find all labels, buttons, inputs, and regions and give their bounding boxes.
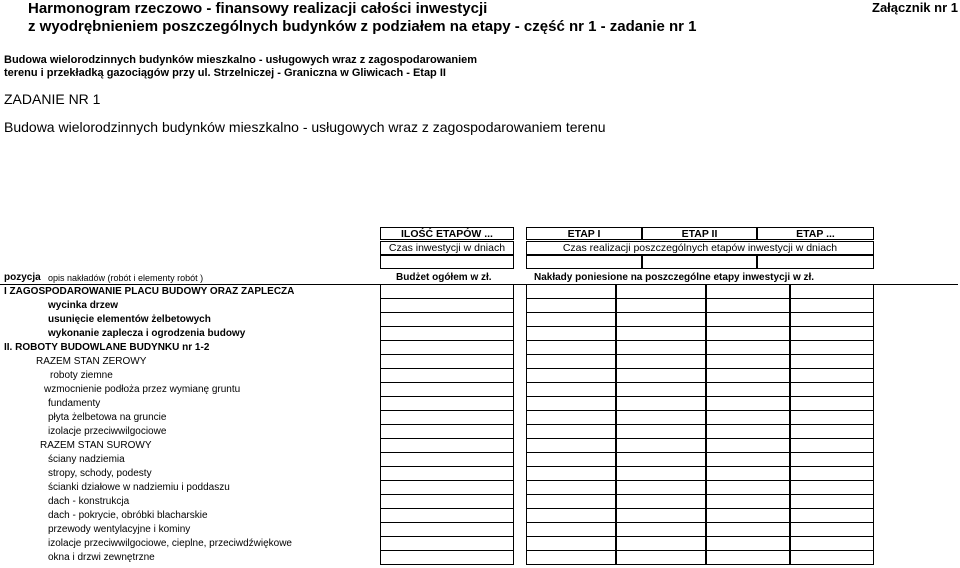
stage-expense-cell[interactable] — [706, 453, 790, 467]
row-label: ścianki działowe w nadziemiu i poddaszu — [48, 482, 230, 493]
stage-expense-cell[interactable] — [616, 411, 706, 425]
row-label: wykonanie zaplecza i ogrodzenia budowy — [48, 328, 246, 339]
stage-expense-cell[interactable] — [526, 523, 616, 537]
row-label: płyta żelbetowa na gruncie — [48, 412, 167, 423]
budget-cell[interactable] — [380, 551, 514, 565]
stage-expense-cell[interactable] — [526, 495, 616, 509]
stage-expense-cell[interactable] — [616, 299, 706, 313]
budget-cell[interactable] — [380, 425, 514, 439]
stage-expense-cell[interactable] — [526, 411, 616, 425]
stage-expense-cell[interactable] — [706, 509, 790, 523]
stage-expense-cell[interactable] — [706, 481, 790, 495]
row-label: fundamenty — [48, 398, 101, 409]
stage-expense-cell[interactable] — [526, 425, 616, 439]
row-label: izolacje przeciwwilgociowe — [48, 426, 167, 437]
duration-total-value — [380, 255, 514, 269]
budget-cell[interactable] — [380, 439, 514, 453]
stage-expense-cell[interactable] — [706, 439, 790, 453]
stage-header-row — [380, 227, 874, 241]
project-subtitle: Budowa wielorodzinnych budynków mieszkalno - usługowych wraz z zagospodarowaniem — [4, 54, 478, 66]
budget-cell[interactable] — [380, 383, 514, 397]
table-row — [0, 453, 960, 467]
table-row — [0, 369, 960, 383]
stage-expense-cell[interactable] — [616, 341, 706, 355]
stage-expense-cell[interactable] — [706, 411, 790, 425]
row-label: II. ROBOTY BUDOWLANE BUDYNKU nr 1-2 — [4, 342, 210, 353]
stage-expense-cell[interactable] — [706, 313, 790, 327]
stage-expense-cell[interactable] — [790, 425, 874, 439]
stage-expense-cell[interactable] — [526, 551, 616, 565]
budget-cell[interactable] — [380, 537, 514, 551]
budget-cell[interactable] — [380, 411, 514, 425]
row-label: przewody wentylacyjne i kominy — [48, 524, 191, 535]
stage-expense-cell[interactable] — [616, 509, 706, 523]
stage-expense-cell[interactable] — [706, 299, 790, 313]
stage-expense-cell[interactable] — [616, 467, 706, 481]
schedule-table — [0, 285, 960, 565]
stage-expense-cell[interactable] — [790, 355, 874, 369]
budget-cell[interactable] — [380, 397, 514, 411]
stage-expense-cell[interactable] — [616, 495, 706, 509]
stage-expense-cell[interactable] — [790, 299, 874, 313]
budget-cell[interactable] — [380, 495, 514, 509]
stage-expense-cell[interactable] — [706, 467, 790, 481]
stage-expense-cell[interactable] — [706, 495, 790, 509]
stage-expense-cell[interactable] — [526, 313, 616, 327]
row-label: usunięcie elementów żelbetowych — [48, 314, 211, 325]
row-label: RAZEM STAN SUROWY — [40, 440, 152, 451]
stage-expense-cell[interactable] — [706, 383, 790, 397]
stage-expense-cell[interactable] — [706, 551, 790, 565]
stage-expense-cell[interactable] — [790, 551, 874, 565]
stage-expense-cell[interactable] — [706, 355, 790, 369]
stage-expense-cell[interactable] — [616, 453, 706, 467]
duration-stage-3-value — [757, 255, 874, 269]
row-label: dach - pokrycie, obróbki blacharskie — [48, 510, 208, 521]
column-description-label: opis nakładów (robót i elementy robót ) — [48, 273, 204, 283]
stage-expense-cell[interactable] — [790, 369, 874, 383]
stage-expense-cell[interactable] — [526, 285, 616, 299]
stage-expense-cell[interactable] — [790, 341, 874, 355]
stage-expense-cell[interactable] — [706, 397, 790, 411]
stage-expense-cell[interactable] — [706, 425, 790, 439]
table-row — [0, 495, 960, 509]
table-row — [0, 383, 960, 397]
stage-3-cell: ETAP ... — [757, 227, 874, 240]
stage-expense-cell[interactable] — [526, 355, 616, 369]
table-row — [0, 299, 960, 313]
table-row — [0, 537, 960, 551]
table-row — [0, 327, 960, 341]
stage-expense-cell[interactable] — [526, 341, 616, 355]
task-description: Budowa wielorodzinnych budynków mieszkalno - usługowych wraz z zagospodarowaniem terenu — [4, 119, 606, 135]
table-row — [0, 341, 960, 355]
budget-cell[interactable] — [380, 355, 514, 369]
stage-expense-cell[interactable] — [790, 411, 874, 425]
stage-expense-cell[interactable] — [790, 481, 874, 495]
stage-expense-cell[interactable] — [616, 439, 706, 453]
stage-expense-cell[interactable] — [526, 453, 616, 467]
stage-expense-cell[interactable] — [526, 369, 616, 383]
column-expenses-label: Nakłady poniesione na poszczególne etapy inwestycji w zł. — [534, 272, 815, 283]
stage-expense-cell[interactable] — [616, 285, 706, 299]
row-label: roboty ziemne — [50, 370, 113, 381]
stage-expense-cell[interactable] — [616, 523, 706, 537]
duration-values-row — [380, 255, 874, 269]
stage-expense-cell[interactable] — [526, 481, 616, 495]
budget-cell[interactable] — [380, 285, 514, 299]
stage-expense-cell[interactable] — [790, 467, 874, 481]
stage-expense-cell[interactable] — [706, 327, 790, 341]
budget-cell[interactable] — [380, 523, 514, 537]
table-row — [0, 551, 960, 565]
budget-cell[interactable] — [380, 327, 514, 341]
stage-expense-cell[interactable] — [706, 285, 790, 299]
stage-expense-cell[interactable] — [616, 355, 706, 369]
stage-expense-cell[interactable] — [526, 383, 616, 397]
stage-expense-cell[interactable] — [616, 551, 706, 565]
stage-expense-cell[interactable] — [526, 537, 616, 551]
stage-expense-cell[interactable] — [616, 537, 706, 551]
table-row — [0, 411, 960, 425]
row-label: wzmocnienie podłoża przez wymianę gruntu — [44, 384, 241, 395]
document-title-line2: z wyodrębnieniem poszczególnych budynków z podziałem na etapy - część nr 1 - zadanie nr 1 — [28, 18, 697, 35]
row-label: RAZEM STAN ZEROWY — [36, 356, 147, 367]
row-label: I ZAGOSPODAROWANIE PLACU BUDOWY ORAZ ZAPLECZA — [4, 286, 295, 297]
table-row — [0, 397, 960, 411]
budget-cell[interactable] — [380, 453, 514, 467]
stage-2-cell: ETAP II — [642, 227, 757, 240]
stage-expense-cell[interactable] — [526, 299, 616, 313]
stage-expense-cell[interactable] — [616, 425, 706, 439]
stage-expense-cell[interactable] — [790, 383, 874, 397]
stage-expense-cell[interactable] — [790, 397, 874, 411]
row-label: dach - konstrukcja — [48, 496, 130, 507]
stage-expense-cell[interactable] — [526, 467, 616, 481]
row-label: stropy, schody, podesty — [48, 468, 152, 479]
row-label: ściany nadziemia — [48, 454, 125, 465]
stage-expense-cell[interactable] — [706, 369, 790, 383]
duration-stages-cell: Czas realizacji poszczególnych etapów inwestycji w dniach — [526, 241, 874, 255]
stage-expense-cell[interactable] — [706, 341, 790, 355]
document-title: Harmonogram rzeczowo - finansowy realizacji całości inwestycji — [28, 0, 488, 17]
stage-expense-cell[interactable] — [790, 285, 874, 299]
table-row — [0, 285, 960, 299]
stage-expense-cell[interactable] — [616, 327, 706, 341]
table-row — [0, 467, 960, 481]
stage-expense-cell[interactable] — [790, 439, 874, 453]
stage-expense-cell[interactable] — [616, 383, 706, 397]
duration-stage-2-value — [642, 255, 757, 269]
task-heading: ZADANIE NR 1 — [4, 91, 101, 107]
project-subtitle-line2: terenu i przekładką gazociągów przy ul. Strzelniczej - Graniczna w Gliwicach - Etap II — [4, 67, 446, 79]
budget-cell[interactable] — [380, 509, 514, 523]
duration-header-row — [380, 241, 874, 255]
budget-cell[interactable] — [380, 299, 514, 313]
stage-expense-cell[interactable] — [790, 495, 874, 509]
stage-expense-cell[interactable] — [616, 369, 706, 383]
stage-expense-cell[interactable] — [526, 439, 616, 453]
stage-expense-cell[interactable] — [790, 327, 874, 341]
table-row — [0, 313, 960, 327]
stage-expense-cell[interactable] — [790, 509, 874, 523]
stage-expense-cell[interactable] — [790, 537, 874, 551]
budget-cell[interactable] — [380, 341, 514, 355]
stage-expense-cell[interactable] — [790, 313, 874, 327]
stage-expense-cell[interactable] — [526, 327, 616, 341]
table-row — [0, 425, 960, 439]
column-budget-label: Budżet ogółem w zł. — [396, 272, 492, 283]
stage-expense-cell[interactable] — [706, 523, 790, 537]
table-row — [0, 523, 960, 537]
table-row — [0, 481, 960, 495]
stage-expense-cell[interactable] — [790, 523, 874, 537]
row-label: okna i drzwi zewnętrzne — [48, 552, 155, 563]
table-row — [0, 509, 960, 523]
stage-expense-cell[interactable] — [616, 397, 706, 411]
row-label: izolacje przeciwwilgociowe, cieplne, przeciwdźwiękowe — [48, 538, 292, 549]
stages-count-cell: ILOŚĆ ETAPÓW ... — [380, 227, 514, 240]
stage-expense-cell[interactable] — [616, 313, 706, 327]
budget-cell[interactable] — [380, 467, 514, 481]
stage-1-cell: ETAP I — [526, 227, 642, 240]
duration-total-cell: Czas inwestycji w dniach — [380, 241, 514, 255]
budget-cell[interactable] — [380, 369, 514, 383]
budget-cell[interactable] — [380, 481, 514, 495]
stage-expense-cell[interactable] — [616, 481, 706, 495]
stage-expense-cell[interactable] — [526, 397, 616, 411]
stage-expense-cell[interactable] — [706, 537, 790, 551]
duration-stage-1-value — [526, 255, 642, 269]
annex-label: Załącznik nr 1 — [872, 0, 958, 15]
table-row — [0, 439, 960, 453]
table-row — [0, 355, 960, 369]
row-label: wycinka drzew — [48, 300, 119, 311]
stage-expense-cell[interactable] — [526, 509, 616, 523]
budget-cell[interactable] — [380, 313, 514, 327]
stage-expense-cell[interactable] — [790, 453, 874, 467]
column-position-label: pozycja — [4, 272, 41, 283]
